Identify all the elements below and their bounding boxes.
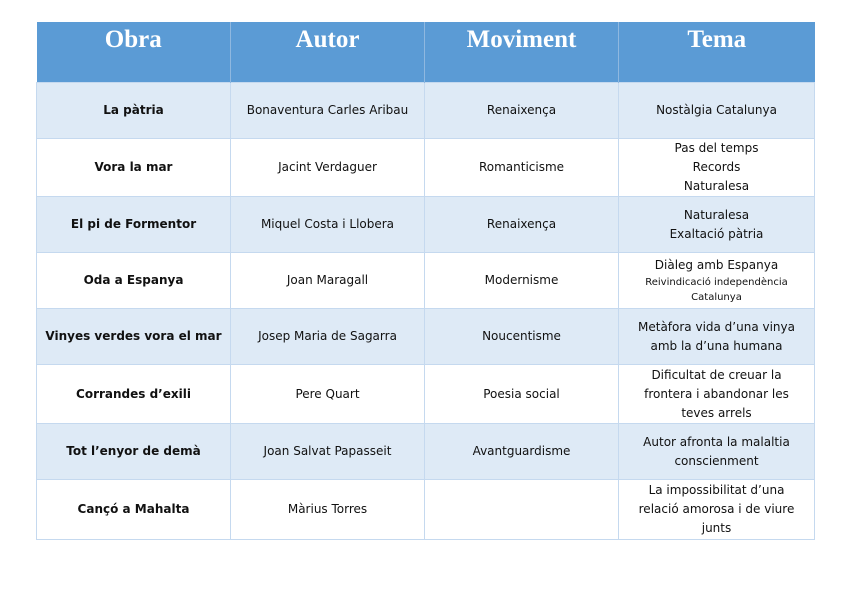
- table-row: [37, 309, 815, 365]
- obra-cell: Oda a Espanya: [37, 253, 231, 309]
- table-row: [37, 197, 815, 253]
- poems-table: [36, 22, 815, 540]
- autor-cell: Bonaventura Carles Aribau: [231, 83, 425, 139]
- tema-cell: [619, 253, 815, 309]
- autor-cell: Jacint Verdaguer: [231, 139, 425, 197]
- autor-cell: Pere Quart: [231, 365, 425, 424]
- tema-cell: [619, 309, 815, 365]
- autor-cell: Joan Maragall: [231, 253, 425, 309]
- tema-cell: [619, 424, 815, 480]
- tema-line: conscienment: [674, 453, 759, 468]
- tema-line: Naturalesa: [683, 207, 750, 222]
- table-row: [37, 253, 815, 309]
- header-row: [37, 22, 815, 83]
- tema-cell: [619, 365, 815, 424]
- header-tema: Tema: [619, 22, 815, 83]
- obra-cell: Cançó a Mahalta: [37, 480, 231, 540]
- tema-line: Exaltació pàtria: [669, 226, 764, 241]
- tema-cell: [619, 197, 815, 253]
- obra-cell: El pi de Formentor: [37, 197, 231, 253]
- tema-line: amb la d’una humana: [650, 338, 783, 353]
- tema-line: junts: [701, 521, 732, 535]
- moviment-cell: Modernisme: [425, 253, 619, 309]
- tema-line: Dificultat de creuar la: [651, 367, 782, 382]
- moviment-cell: Romanticisme: [425, 139, 619, 197]
- header-obra: Obra: [37, 22, 231, 83]
- table-row: [37, 424, 815, 480]
- moviment-cell: Poesia social: [425, 365, 619, 424]
- autor-cell: Joan Salvat Papasseit: [231, 424, 425, 480]
- tema-line: Diàleg amb Espanya: [654, 258, 779, 272]
- tema-line: relació amorosa i de viure: [638, 502, 795, 516]
- tema-line: Pas del temps: [674, 141, 759, 155]
- tema-line: Autor afronta la malaltia: [643, 434, 790, 449]
- tema-cell: [619, 83, 815, 139]
- table-row: [37, 139, 815, 197]
- obra-cell: Corrandes d’exili: [37, 365, 231, 424]
- obra-cell: Vinyes verdes vora el mar: [37, 309, 231, 365]
- obra-cell: Tot l’enyor de demà: [37, 424, 231, 480]
- tema-line: Metàfora vida d’una vinya: [638, 319, 795, 334]
- autor-cell: Màrius Torres: [231, 480, 425, 540]
- tema-cell: [619, 480, 815, 540]
- tema-line: Catalunya: [691, 292, 742, 303]
- tema-cell: [619, 139, 815, 197]
- moviment-cell: Noucentisme: [425, 309, 619, 365]
- moviment-cell: Renaixença: [425, 83, 619, 139]
- table-row: [37, 480, 815, 540]
- tema-line: teves arrels: [681, 405, 752, 420]
- table-row: [37, 365, 815, 424]
- tema-line: frontera i abandonar les: [644, 386, 789, 401]
- obra-cell: Vora la mar: [37, 139, 231, 197]
- autor-cell: Josep Maria de Sagarra: [231, 309, 425, 365]
- obra-cell: La pàtria: [37, 83, 231, 139]
- tema-line: Reivindicació independència: [645, 277, 788, 288]
- tema-line: Naturalesa: [683, 179, 750, 193]
- tema-line: La impossibilitat d’una: [648, 483, 785, 497]
- tema-line: Nostàlgia Catalunya: [656, 103, 777, 117]
- table-row: [37, 83, 815, 139]
- header-moviment: Moviment: [425, 22, 619, 83]
- autor-cell: Miquel Costa i Llobera: [231, 197, 425, 253]
- moviment-cell: Avantguardisme: [425, 424, 619, 480]
- moviment-cell: [425, 480, 619, 540]
- tema-line: Records: [692, 160, 741, 174]
- header-autor: Autor: [231, 22, 425, 83]
- moviment-cell: Renaixença: [425, 197, 619, 253]
